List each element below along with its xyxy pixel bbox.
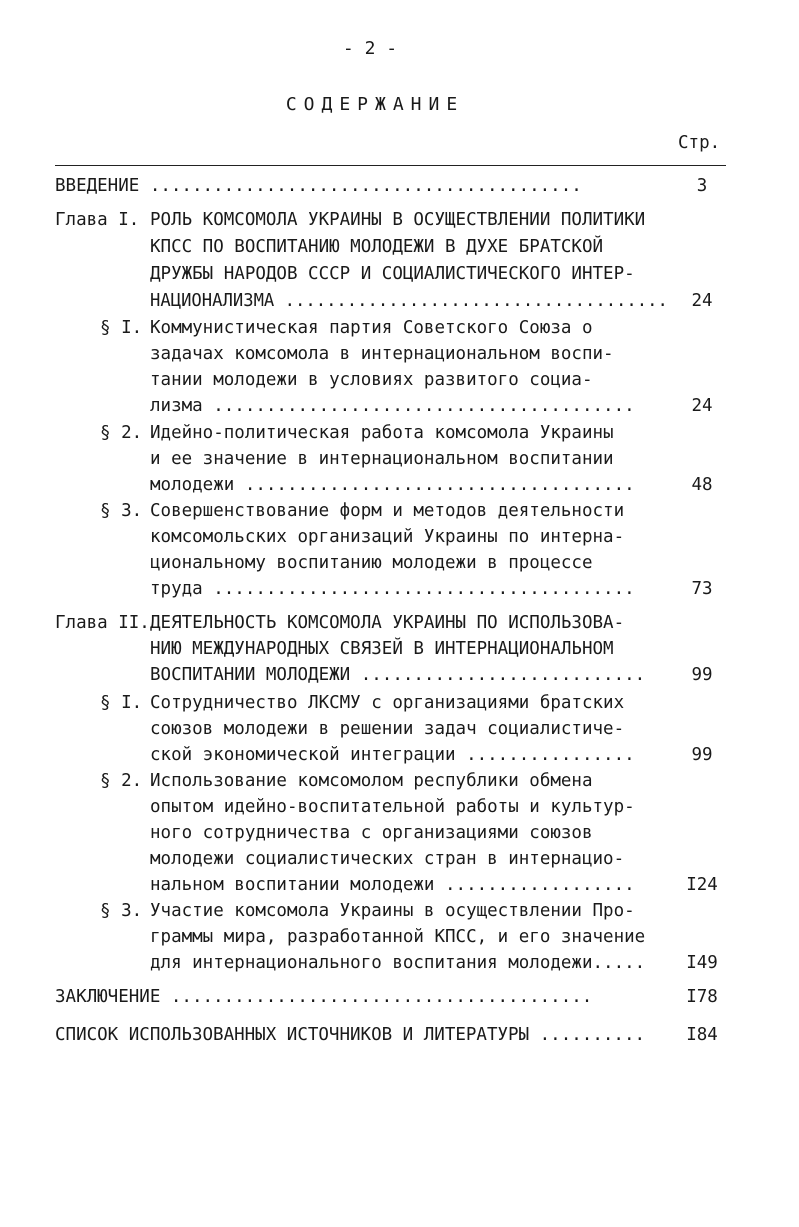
toc-entry-text-line: труда ........................................ [150, 579, 635, 599]
toc-entry-text-line: нальном воспитании молодежи .................. [150, 875, 635, 895]
toc-entry-text-line: опытом идейно-воспитательной работы и культур- [150, 797, 635, 817]
toc-entry-page: 99 [691, 665, 713, 685]
toc-entry-label: § 3. [100, 901, 143, 921]
toc-entry-page: 24 [691, 291, 713, 311]
toc-entry-page: 24 [691, 396, 713, 416]
toc-entry-label: § I. [100, 318, 143, 338]
toc-entry-page: 99 [691, 745, 713, 765]
toc-entry-text-line: Сотрудничество ЛКСМУ с организациями братских [150, 693, 625, 713]
toc-entry-label: Глава I. [55, 210, 140, 230]
toc-entry-text-line: лизма ........................................ [150, 396, 635, 416]
header-divider [55, 165, 726, 166]
toc-entry-label: § 2. [100, 423, 143, 443]
toc-entry-text-line: комсомольских организаций Украины по интерна- [150, 527, 625, 547]
toc-entry-label: Глава II. [55, 613, 150, 633]
toc-entry-page: 73 [691, 579, 713, 599]
toc-entry-text-line: ЗАКЛЮЧЕНИЕ ........................................ [55, 987, 593, 1007]
toc-entry-page: I84 [686, 1025, 718, 1045]
toc-entry-page: 3 [696, 176, 708, 196]
toc-entry-page: I49 [686, 953, 718, 973]
toc-entry-text-line: молодежи ..................................... [150, 475, 635, 495]
toc-entry-text-line: союзов молодежи в решении задач социалистиче- [150, 719, 625, 739]
toc-entry-page: I78 [686, 987, 718, 1007]
toc-entry-label: § I. [100, 693, 143, 713]
toc-entry-text-line: Использование комсомолом республики обмена [150, 771, 593, 791]
toc-entry-text-line: молодежи социалистических стран в интернацио- [150, 849, 625, 869]
toc-entry-text-line: задачах комсомола в интернациональном воспи- [150, 344, 614, 364]
toc-entry-text-line: ВВЕДЕНИЕ ......................................... [55, 176, 582, 196]
toc-entry-text-line: для интернационального воспитания молодежи..... [150, 953, 646, 973]
toc-entry-label: § 2. [100, 771, 143, 791]
toc-entry-text-line: ВОСПИТАНИИ МОЛОДЕЖИ ........................... [150, 665, 646, 685]
toc-entry-text-line: Совершенствование форм и методов деятельности [150, 501, 625, 521]
toc-entry-text-line: КПСС ПО ВОСПИТАНИЮ МОЛОДЕЖИ В ДУХЕ БРАТСКОЙ [150, 237, 604, 257]
toc-entry-text-line: Участие комсомола Украины в осуществлении Про- [150, 901, 635, 921]
toc-entry-text-line: ской экономической интеграции ................ [150, 745, 635, 765]
toc-entry-text-line: НИЮ МЕЖДУНАРОДНЫХ СВЯЗЕЙ В ИНТЕРНАЦИОНАЛЬНОМ [150, 639, 614, 659]
toc-entry-text-line: Идейно-политическая работа комсомола Украины [150, 423, 614, 443]
page-column-header: Стр. [678, 133, 721, 153]
toc-entry-text-line: ного сотрудничества с организациями союзов [150, 823, 593, 843]
toc-entry-text-line: и ее значение в интернациональном воспитании [150, 449, 614, 469]
toc-entry-text-line: граммы мира, разработанной КПСС, и его значение [150, 927, 646, 947]
toc-entry-label: § 3. [100, 501, 143, 521]
toc-entry-page: I24 [686, 875, 718, 895]
toc-entry-text-line: СПИСОК ИСПОЛЬЗОВАННЫХ ИСТОЧНИКОВ И ЛИТЕРАТУРЫ .......... [55, 1025, 646, 1045]
toc-entry-text-line: тании молодежи в условиях развитого социа- [150, 370, 593, 390]
toc-entry-text-line: РОЛЬ КОМСОМОЛА УКРАИНЫ В ОСУЩЕСТВЛЕНИИ ПОЛИТИКИ [150, 210, 646, 230]
page-number: - 2 - [342, 38, 398, 59]
toc-entry-text-line: циональному воспитанию молодежи в процессе [150, 553, 593, 573]
toc-entry-page: 48 [691, 475, 713, 495]
toc-entry-text-line: ДЕЯТЕЛЬНОСТЬ КОМСОМОЛА УКРАИНЫ ПО ИСПОЛЬЗОВА- [150, 613, 625, 633]
toc-entry-text-line: НАЦИОНАЛИЗМА ..................................... [150, 291, 668, 311]
toc-entry-text-line: ДРУЖБЫ НАРОДОВ СССР И СОЦИАЛИСТИЧЕСКОГО ИНТЕР- [150, 264, 635, 284]
page-title: СОДЕРЖАНИЕ [285, 94, 465, 115]
toc-entry-text-line: Коммунистическая партия Советского Союза о [150, 318, 593, 338]
